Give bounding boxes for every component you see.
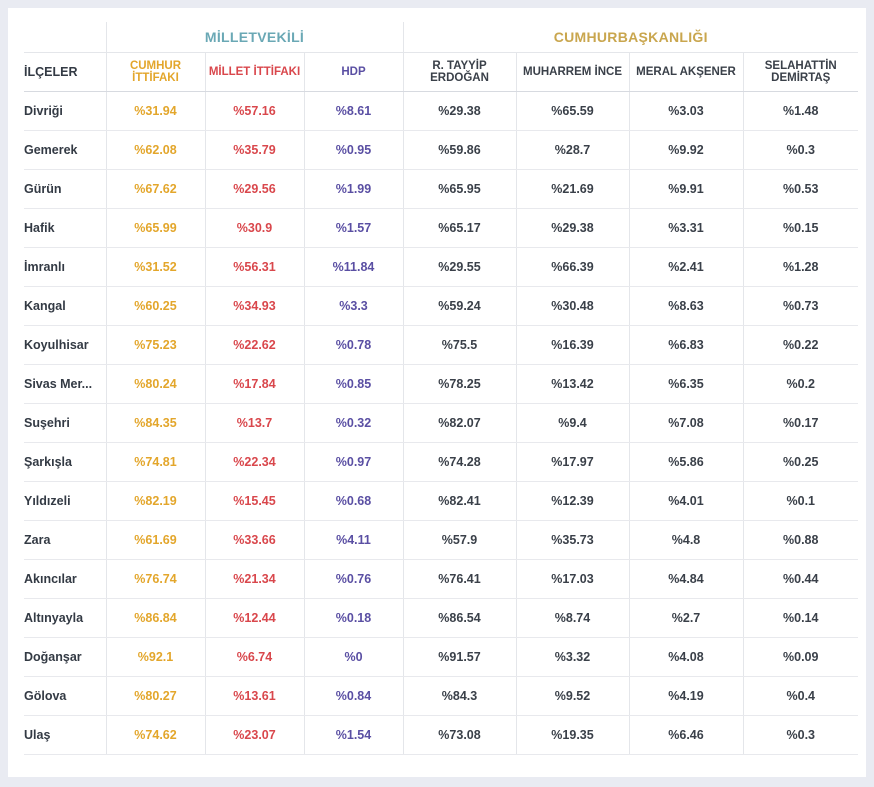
cell-cumhur: %74.62 bbox=[106, 716, 205, 755]
cell-hdp: %1.54 bbox=[304, 716, 403, 755]
cell-demirtas: %0.14 bbox=[743, 599, 858, 638]
cell-aksener: %7.08 bbox=[629, 404, 743, 443]
cell-hdp: %0.68 bbox=[304, 482, 403, 521]
cell-erdogan: %29.38 bbox=[403, 92, 516, 131]
cell-millet: %21.34 bbox=[205, 560, 304, 599]
cell-aksener: %4.08 bbox=[629, 638, 743, 677]
cell-ilce: Gölova bbox=[24, 677, 106, 716]
cell-erdogan: %78.25 bbox=[403, 365, 516, 404]
cell-erdogan: %57.9 bbox=[403, 521, 516, 560]
cell-ince: %17.97 bbox=[516, 443, 629, 482]
cell-cumhur: %82.19 bbox=[106, 482, 205, 521]
cell-ilce: Kangal bbox=[24, 287, 106, 326]
table-row bbox=[24, 716, 858, 755]
cell-aksener: %3.31 bbox=[629, 209, 743, 248]
cell-aksener: %2.41 bbox=[629, 248, 743, 287]
cell-ilce: Doğanşar bbox=[24, 638, 106, 677]
cell-cumhur: %31.52 bbox=[106, 248, 205, 287]
cell-ilce: Gürün bbox=[24, 170, 106, 209]
cell-demirtas: %0.17 bbox=[743, 404, 858, 443]
cell-demirtas: %0.73 bbox=[743, 287, 858, 326]
cell-ince: %35.73 bbox=[516, 521, 629, 560]
group-header-cumhurbaskanligi: CUMHURBAŞKANLIĞI bbox=[403, 22, 858, 53]
cell-erdogan: %76.41 bbox=[403, 560, 516, 599]
table-row bbox=[24, 638, 858, 677]
table-row bbox=[24, 521, 858, 560]
column-header-hdp: HDP bbox=[304, 53, 403, 92]
cell-cumhur: %67.62 bbox=[106, 170, 205, 209]
cell-cumhur: %60.25 bbox=[106, 287, 205, 326]
cell-ilce: Hafik bbox=[24, 209, 106, 248]
cell-aksener: %4.8 bbox=[629, 521, 743, 560]
cell-erdogan: %65.95 bbox=[403, 170, 516, 209]
cell-erdogan: %82.41 bbox=[403, 482, 516, 521]
cell-aksener: %8.63 bbox=[629, 287, 743, 326]
cell-erdogan: %84.3 bbox=[403, 677, 516, 716]
cell-aksener: %6.83 bbox=[629, 326, 743, 365]
group-header-row bbox=[24, 22, 858, 53]
cell-erdogan: %65.17 bbox=[403, 209, 516, 248]
results-card bbox=[8, 8, 866, 777]
table-row bbox=[24, 248, 858, 287]
cell-hdp: %4.11 bbox=[304, 521, 403, 560]
cell-ince: %3.32 bbox=[516, 638, 629, 677]
cell-ince: %13.42 bbox=[516, 365, 629, 404]
column-header-cumhur: CUMHUR İTTİFAKI bbox=[106, 53, 205, 92]
cell-cumhur: %31.94 bbox=[106, 92, 205, 131]
cell-demirtas: %0.88 bbox=[743, 521, 858, 560]
cell-ilce: İmranlı bbox=[24, 248, 106, 287]
cell-millet: %57.16 bbox=[205, 92, 304, 131]
cell-ilce: Suşehri bbox=[24, 404, 106, 443]
table-row bbox=[24, 677, 858, 716]
cell-ince: %66.39 bbox=[516, 248, 629, 287]
cell-aksener: %5.86 bbox=[629, 443, 743, 482]
table-row bbox=[24, 365, 858, 404]
cell-ilce: Gemerek bbox=[24, 131, 106, 170]
cell-hdp: %0.78 bbox=[304, 326, 403, 365]
cell-millet: %13.7 bbox=[205, 404, 304, 443]
cell-hdp: %8.61 bbox=[304, 92, 403, 131]
cell-millet: %13.61 bbox=[205, 677, 304, 716]
table-row bbox=[24, 560, 858, 599]
cell-aksener: %9.91 bbox=[629, 170, 743, 209]
cell-demirtas: %0.09 bbox=[743, 638, 858, 677]
cell-demirtas: %0.15 bbox=[743, 209, 858, 248]
cell-demirtas: %0.2 bbox=[743, 365, 858, 404]
cell-demirtas: %0.3 bbox=[743, 131, 858, 170]
cell-aksener: %6.46 bbox=[629, 716, 743, 755]
cell-hdp: %11.84 bbox=[304, 248, 403, 287]
cell-erdogan: %59.24 bbox=[403, 287, 516, 326]
cell-millet: %35.79 bbox=[205, 131, 304, 170]
cell-ilce: Yıldızeli bbox=[24, 482, 106, 521]
cell-millet: %30.9 bbox=[205, 209, 304, 248]
cell-aksener: %2.7 bbox=[629, 599, 743, 638]
cell-erdogan: %91.57 bbox=[403, 638, 516, 677]
cell-hdp: %0.84 bbox=[304, 677, 403, 716]
cell-demirtas: %0.1 bbox=[743, 482, 858, 521]
cell-millet: %22.34 bbox=[205, 443, 304, 482]
cell-ince: %9.52 bbox=[516, 677, 629, 716]
cell-erdogan: %74.28 bbox=[403, 443, 516, 482]
cell-millet: %29.56 bbox=[205, 170, 304, 209]
cell-ilce: Şarkışla bbox=[24, 443, 106, 482]
table-row bbox=[24, 482, 858, 521]
table-row bbox=[24, 404, 858, 443]
cell-cumhur: %80.27 bbox=[106, 677, 205, 716]
cell-ince: %17.03 bbox=[516, 560, 629, 599]
cell-cumhur: %86.84 bbox=[106, 599, 205, 638]
cell-hdp: %0.76 bbox=[304, 560, 403, 599]
column-header-ince: MUHARREM İNCE bbox=[516, 53, 629, 92]
cell-demirtas: %0.3 bbox=[743, 716, 858, 755]
cell-hdp: %1.99 bbox=[304, 170, 403, 209]
cell-ince: %9.4 bbox=[516, 404, 629, 443]
cell-hdp: %0.32 bbox=[304, 404, 403, 443]
cell-millet: %6.74 bbox=[205, 638, 304, 677]
cell-demirtas: %1.28 bbox=[743, 248, 858, 287]
cell-millet: %15.45 bbox=[205, 482, 304, 521]
cell-ince: %12.39 bbox=[516, 482, 629, 521]
cell-ilce: Koyulhisar bbox=[24, 326, 106, 365]
cell-demirtas: %0.44 bbox=[743, 560, 858, 599]
cell-aksener: %4.84 bbox=[629, 560, 743, 599]
cell-ilce: Sivas Mer... bbox=[24, 365, 106, 404]
cell-erdogan: %86.54 bbox=[403, 599, 516, 638]
cell-aksener: %6.35 bbox=[629, 365, 743, 404]
cell-demirtas: %0.53 bbox=[743, 170, 858, 209]
cell-aksener: %3.03 bbox=[629, 92, 743, 131]
cell-millet: %34.93 bbox=[205, 287, 304, 326]
column-header-row bbox=[24, 53, 858, 92]
table-row bbox=[24, 287, 858, 326]
column-header-millet: MİLLET İTTİFAKI bbox=[205, 53, 304, 92]
cell-ince: %65.59 bbox=[516, 92, 629, 131]
table-row bbox=[24, 599, 858, 638]
cell-hdp: %0.97 bbox=[304, 443, 403, 482]
cell-ince: %16.39 bbox=[516, 326, 629, 365]
cell-cumhur: %65.99 bbox=[106, 209, 205, 248]
cell-erdogan: %82.07 bbox=[403, 404, 516, 443]
table-row bbox=[24, 92, 858, 131]
cell-ilce: Zara bbox=[24, 521, 106, 560]
cell-cumhur: %74.81 bbox=[106, 443, 205, 482]
cell-ince: %19.35 bbox=[516, 716, 629, 755]
cell-millet: %33.66 bbox=[205, 521, 304, 560]
cell-millet: %23.07 bbox=[205, 716, 304, 755]
column-header-ilce: İLÇELER bbox=[24, 53, 106, 92]
cell-cumhur: %62.08 bbox=[106, 131, 205, 170]
cell-erdogan: %75.5 bbox=[403, 326, 516, 365]
table-row bbox=[24, 170, 858, 209]
cell-demirtas: %0.4 bbox=[743, 677, 858, 716]
cell-erdogan: %59.86 bbox=[403, 131, 516, 170]
table-row bbox=[24, 209, 858, 248]
cell-ince: %8.74 bbox=[516, 599, 629, 638]
cell-hdp: %0.85 bbox=[304, 365, 403, 404]
cell-aksener: %9.92 bbox=[629, 131, 743, 170]
table-row bbox=[24, 443, 858, 482]
group-header-milletvekili: MİLLETVEKİLİ bbox=[106, 22, 403, 53]
results-body bbox=[24, 92, 858, 755]
group-header-blank bbox=[24, 22, 106, 53]
cell-ilce: Ulaş bbox=[24, 716, 106, 755]
cell-cumhur: %76.74 bbox=[106, 560, 205, 599]
cell-millet: %22.62 bbox=[205, 326, 304, 365]
cell-ince: %21.69 bbox=[516, 170, 629, 209]
column-header-demirtas: SELAHATTİN DEMİRTAŞ bbox=[743, 53, 858, 92]
cell-ilce: Altınyayla bbox=[24, 599, 106, 638]
cell-ilce: Divriği bbox=[24, 92, 106, 131]
table-row bbox=[24, 131, 858, 170]
cell-cumhur: %61.69 bbox=[106, 521, 205, 560]
cell-hdp: %0.95 bbox=[304, 131, 403, 170]
cell-cumhur: %92.1 bbox=[106, 638, 205, 677]
cell-demirtas: %0.25 bbox=[743, 443, 858, 482]
column-header-aksener: MERAL AKŞENER bbox=[629, 53, 743, 92]
cell-erdogan: %29.55 bbox=[403, 248, 516, 287]
cell-millet: %17.84 bbox=[205, 365, 304, 404]
table-row bbox=[24, 326, 858, 365]
cell-ince: %29.38 bbox=[516, 209, 629, 248]
cell-ilce: Akıncılar bbox=[24, 560, 106, 599]
cell-millet: %56.31 bbox=[205, 248, 304, 287]
cell-millet: %12.44 bbox=[205, 599, 304, 638]
cell-demirtas: %1.48 bbox=[743, 92, 858, 131]
cell-hdp: %0 bbox=[304, 638, 403, 677]
column-header-erdogan: R. TAYYİP ERDOĞAN bbox=[403, 53, 516, 92]
cell-demirtas: %0.22 bbox=[743, 326, 858, 365]
cell-hdp: %0.18 bbox=[304, 599, 403, 638]
cell-erdogan: %73.08 bbox=[403, 716, 516, 755]
cell-hdp: %1.57 bbox=[304, 209, 403, 248]
cell-ince: %30.48 bbox=[516, 287, 629, 326]
cell-hdp: %3.3 bbox=[304, 287, 403, 326]
cell-cumhur: %75.23 bbox=[106, 326, 205, 365]
cell-aksener: %4.01 bbox=[629, 482, 743, 521]
election-results-table bbox=[24, 22, 858, 755]
cell-aksener: %4.19 bbox=[629, 677, 743, 716]
cell-ince: %28.7 bbox=[516, 131, 629, 170]
cell-cumhur: %84.35 bbox=[106, 404, 205, 443]
cell-cumhur: %80.24 bbox=[106, 365, 205, 404]
